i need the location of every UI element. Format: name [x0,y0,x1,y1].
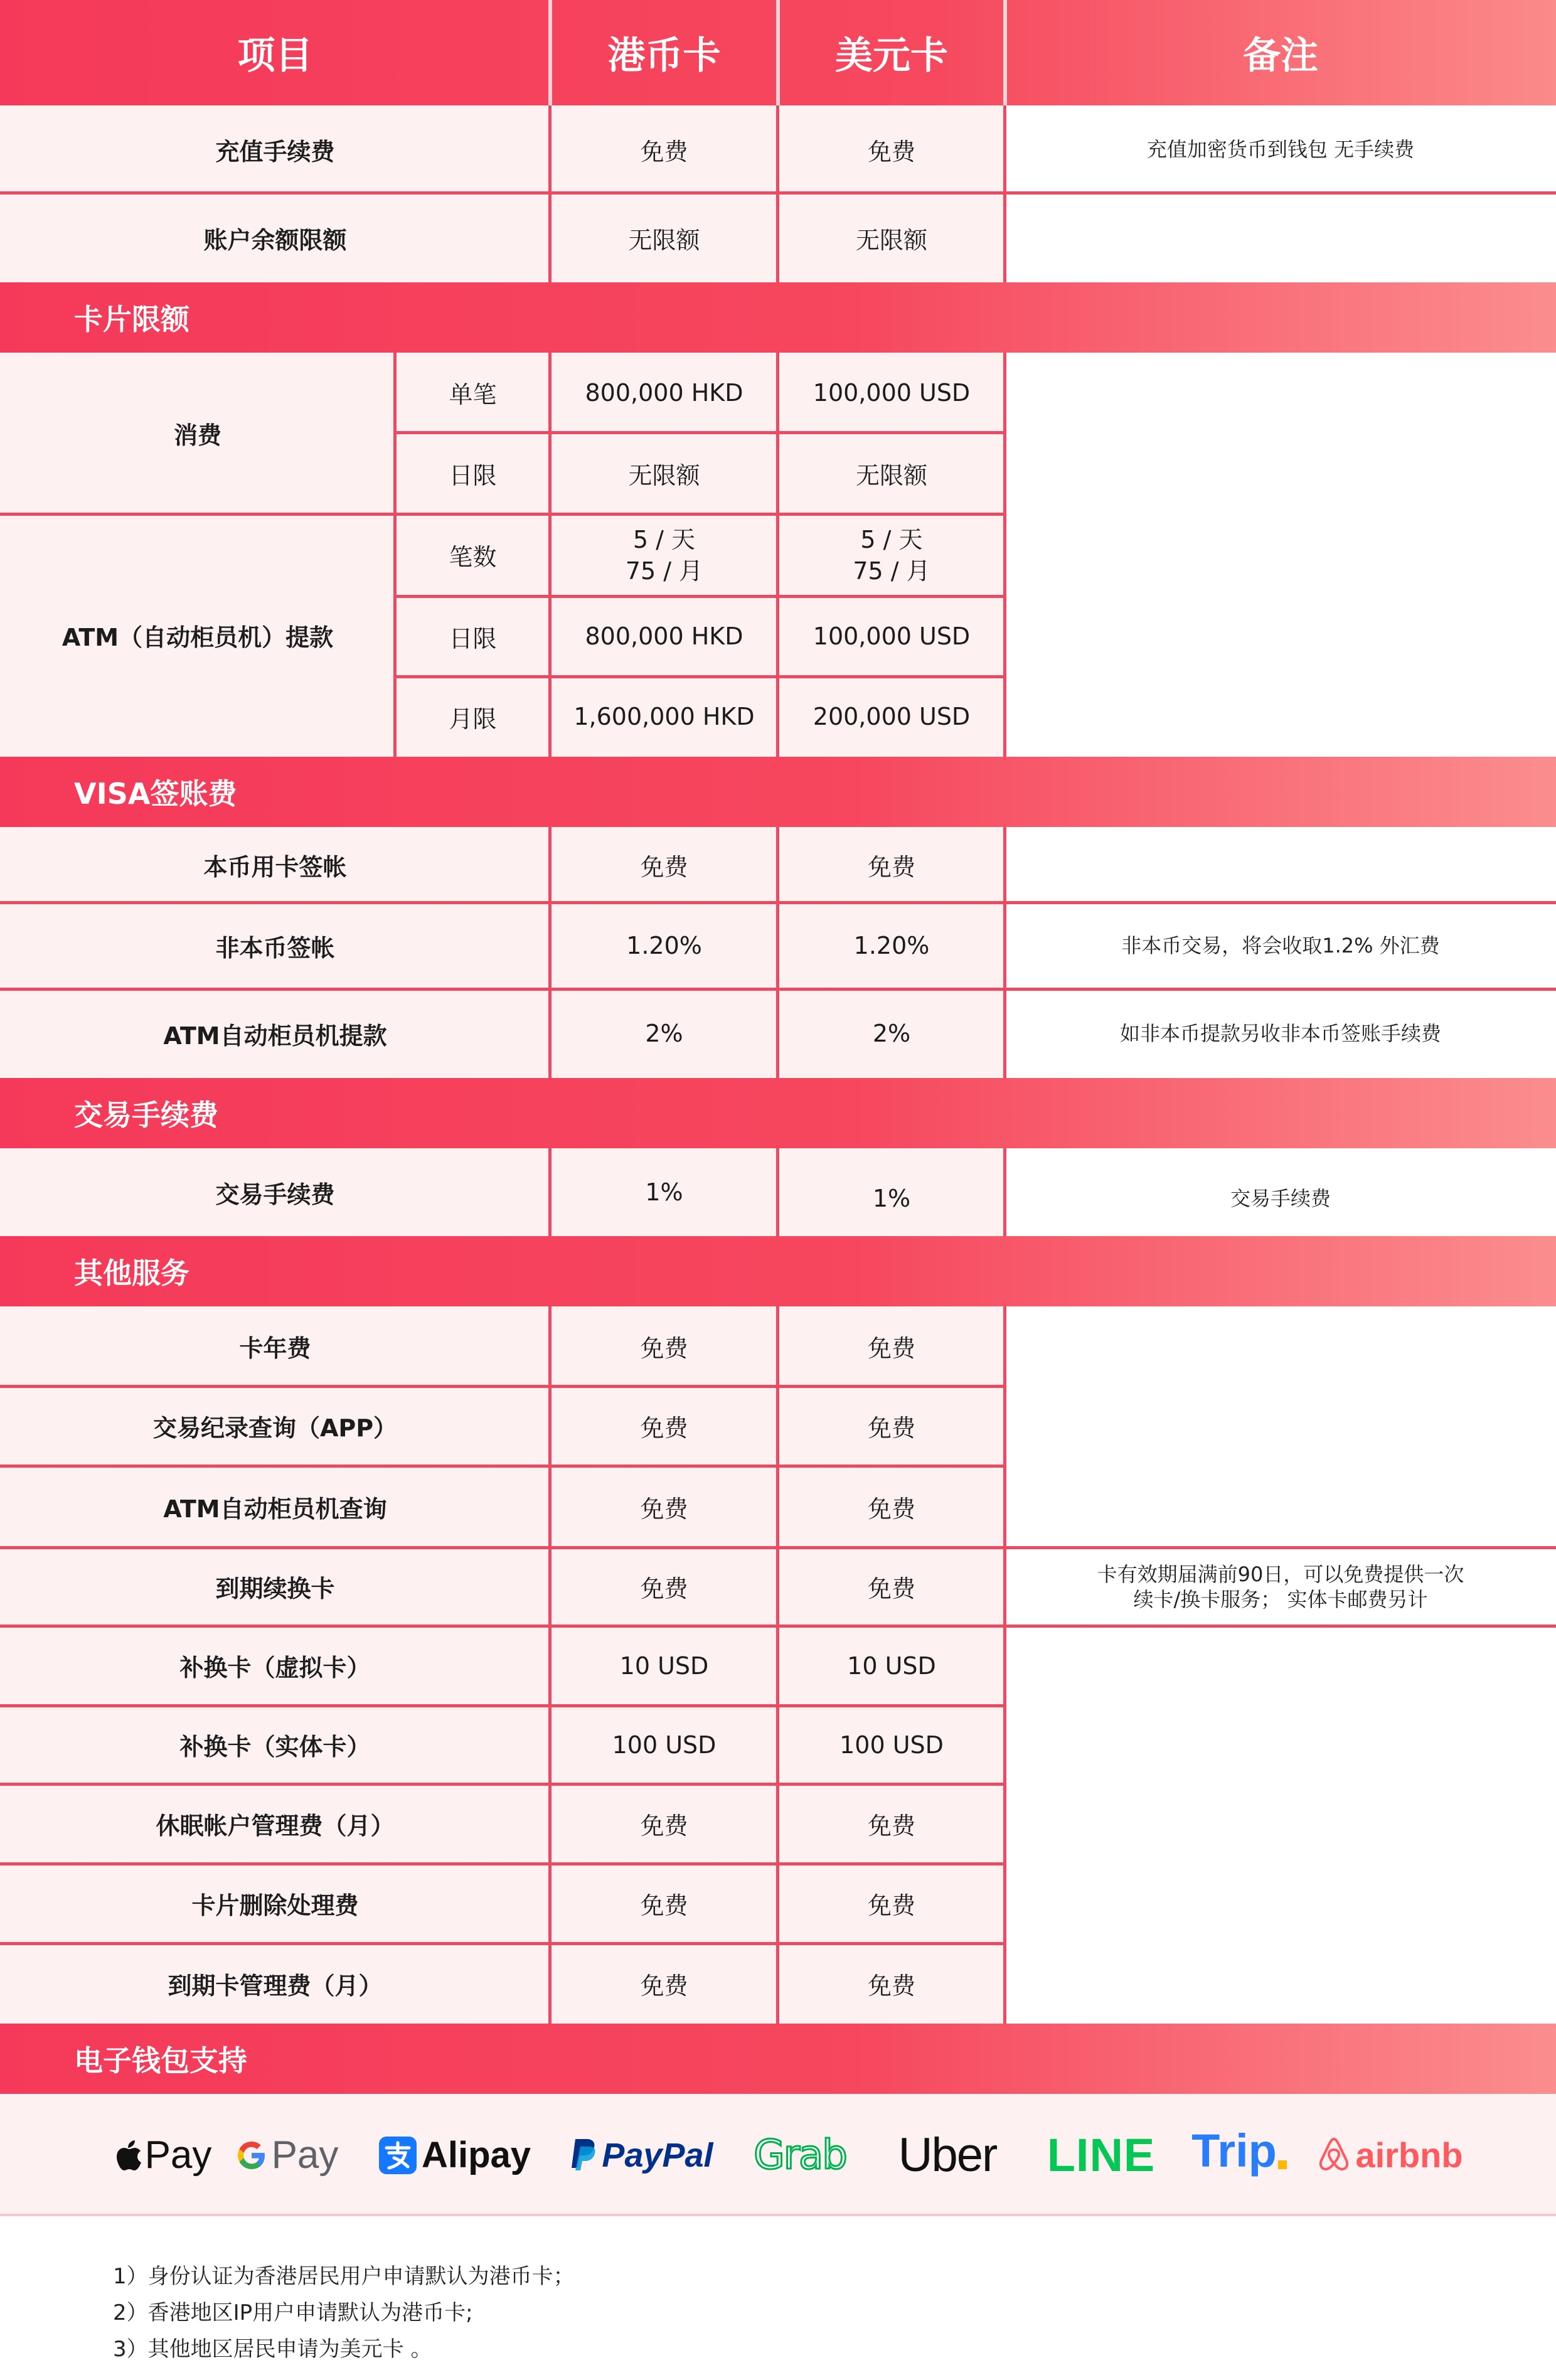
table-row-label: 休眠帐户管理费（月） [156,1812,395,1840]
sub-label: 单笔 [449,381,497,408]
table-row-label: 本币用卡签帐 [203,853,347,881]
apple-pay-logo [113,2094,213,2216]
col-divider [776,1306,779,2024]
table-row-label: ATM自动柜员机提款 [163,1022,387,1050]
google-pay-text: Pay [271,2133,339,2177]
usd-value: 10 USD [847,1652,936,1680]
section-title: 其他服务 [74,1256,189,1290]
line-logo [1035,2094,1167,2216]
table-header [0,0,1556,105]
usd-value: 免费 [867,1575,915,1603]
wallet-logos [0,2094,1556,2216]
paypal-text: PayPal [602,2136,713,2174]
table-row-label: 充值手续费 [215,137,335,166]
usd-value: 1.20% [853,932,930,959]
hkd-value: 1,600,000 HKD [573,703,755,730]
row-divider [0,1385,1005,1388]
sub-label: 日限 [449,461,497,489]
row-divider [0,1862,1005,1865]
hkd-value: 800,000 HKD [585,378,743,407]
remark-line: 续卡/换卡服务； 实体卡邮费另计 [1133,1587,1428,1611]
sub-label: 月限 [449,705,497,733]
table-row-label: 卡年费 [239,1335,311,1362]
col-divider [548,827,552,1078]
remark-text [1005,1547,1556,1626]
col-divider [1003,353,1006,757]
col-divider [548,353,552,757]
uber-logo [885,2094,1010,2216]
grab-logo [747,2094,853,2216]
sub-label: 笔数 [449,543,497,571]
usd-count-month: 75 / 月 [853,557,930,585]
hkd-value: 免费 [640,1575,688,1603]
hkd-value: 免费 [640,1495,688,1523]
hkd-count-month: 75 / 月 [625,557,703,585]
hkd-value: 2% [645,1020,683,1047]
usd-value: 免费 [867,1335,915,1362]
usd-value: 1% [872,1185,911,1212]
table-row-label: ATM自动柜员机查询 [163,1495,387,1523]
col-divider [776,1148,779,1236]
col-divider [1003,1306,1006,2024]
table-row-label: 到期续换卡 [215,1575,335,1603]
section-title: 交易手续费 [74,1098,218,1132]
trip-dot-icon [1278,2160,1287,2169]
header-remark: 备注 [1243,34,1318,78]
usd-value: 2% [872,1020,911,1047]
usd-value: 无限额 [855,226,927,254]
table-row-label: 交易纪录查询（APP） [152,1414,398,1442]
usd-value: 100 USD [839,1731,944,1759]
header-usd-card: 美元卡 [835,34,948,78]
hkd-value: 800,000 HKD [585,622,743,650]
col-divider [776,353,779,757]
spend-label: 消费 [173,422,221,449]
header-divider [1003,0,1007,105]
header-item: 项目 [237,34,313,78]
header-divider [548,0,552,105]
col-divider [548,1148,552,1236]
row-divider [0,1942,1005,1945]
grab-text: Grab [754,2132,846,2179]
line-text: LINE [1047,2129,1156,2181]
table-row-label: 补换卡（虚拟卡） [179,1654,371,1682]
remark-text: 如非本币提款另收非本币签账手续费 [1119,1022,1441,1045]
apple-pay-text: Pay [144,2133,212,2177]
atm-label: ATM（自动柜员机）提款 [61,624,334,651]
remark-text: 非本币交易，将会收取1.2% 外汇费 [1121,934,1440,958]
alipay-text: Alipay [421,2135,531,2175]
col-divider [1003,827,1006,1078]
trip-logo [1186,2094,1292,2216]
row-divider [395,595,1005,598]
hkd-value: 10 USD [619,1652,709,1680]
paypal-logo [562,2094,719,2216]
usd-value: 100,000 USD [813,378,971,407]
google-pay-logo [233,2094,340,2216]
row-divider [0,1704,1005,1707]
col-divider [1003,1148,1006,1236]
usd-value: 无限额 [855,461,927,489]
hkd-value: 免费 [640,1812,688,1840]
hkd-value: 免费 [640,1972,688,2000]
hkd-value: 无限额 [628,461,700,489]
remark-line: 卡有效期届满前90日，可以免费提供一次 [1097,1562,1464,1586]
row-divider [0,1783,1005,1786]
usd-value: 免费 [867,853,915,881]
section-card-limits [0,282,1556,353]
hkd-value: 免费 [640,853,688,881]
row-divider [395,675,1005,678]
usd-value: 免费 [867,1892,915,1919]
row-divider [0,1465,1005,1468]
alipay-logo [373,2094,536,2216]
airbnb-icon [1316,2137,1351,2174]
section-title: 电子钱包支持 [74,2044,247,2078]
table-row-label: 补换卡（实体卡） [179,1733,371,1761]
hkd-count-day: 5 / 天 [632,525,696,553]
hkd-value: 免费 [640,1892,688,1919]
airbnb-logo [1311,2094,1468,2216]
table-row-label: 到期卡管理费（月） [168,1972,383,2000]
section-transaction-fee [0,1078,1556,1148]
usd-value: 100,000 USD [813,622,971,650]
usd-value: 免费 [867,1495,915,1523]
usd-value: 免费 [867,1972,915,2000]
usd-value: 免费 [867,1812,915,1840]
hkd-value: 免费 [640,1414,688,1442]
section-ewallet [0,2024,1556,2094]
paypal-icon [568,2137,599,2174]
usd-value: 免费 [867,1414,915,1442]
remark-text: 交易手续费 [1230,1187,1331,1210]
usd-value: 免费 [867,137,915,166]
table-row-label: 账户余额限额 [203,226,347,254]
hkd-value: 100 USD [612,1731,717,1759]
section-visa [0,757,1556,827]
hkd-value: 无限额 [628,226,700,254]
row-divider [0,513,1005,516]
col-divider [776,105,779,282]
header-hkd-card: 港币卡 [607,34,721,78]
usd-value [778,514,1005,596]
airbnb-text: airbnb [1355,2135,1463,2175]
footnote: 2）香港地区IP用户申请默认为港币卡; [113,2300,473,2325]
footnote: 3）其他地区居民申请为美元卡 。 [113,2337,432,2362]
usd-count-day: 5 / 天 [860,525,923,553]
section-title: VISA签账费 [74,777,237,811]
table-row-label: 卡片删除处理费 [191,1892,359,1919]
hkd-value: 免费 [640,137,688,166]
alipay-icon [378,2135,418,2175]
usd-value: 200,000 USD [813,703,971,730]
table-row-label: 交易手续费 [215,1180,335,1209]
table-row-label: 非本币签帐 [215,934,335,962]
uber-text: Uber [898,2128,997,2182]
col-divider [1003,105,1006,282]
col-divider [548,105,552,282]
apple-icon [115,2138,142,2172]
hkd-value: 免费 [640,1335,688,1362]
header-divider [776,0,780,105]
google-g-icon [235,2139,268,2172]
col-divider [548,1306,552,2024]
col-divider [393,353,397,757]
col-divider [776,827,779,1078]
footnote: 1）身份认证为香港居民用户申请默认为港币卡； [113,2264,575,2289]
row-divider [395,431,1005,434]
section-title: 卡片限额 [74,302,189,336]
hkd-value [550,514,778,596]
remark-text: 充值加密货币到钱包 无手续费 [1146,137,1415,161]
section-other-services [0,1236,1556,1306]
hkd-value: 1% [645,1178,683,1206]
hkd-value: 1.20% [626,932,702,959]
trip-text: Trip [1191,2125,1277,2177]
sub-label: 日限 [449,624,497,653]
